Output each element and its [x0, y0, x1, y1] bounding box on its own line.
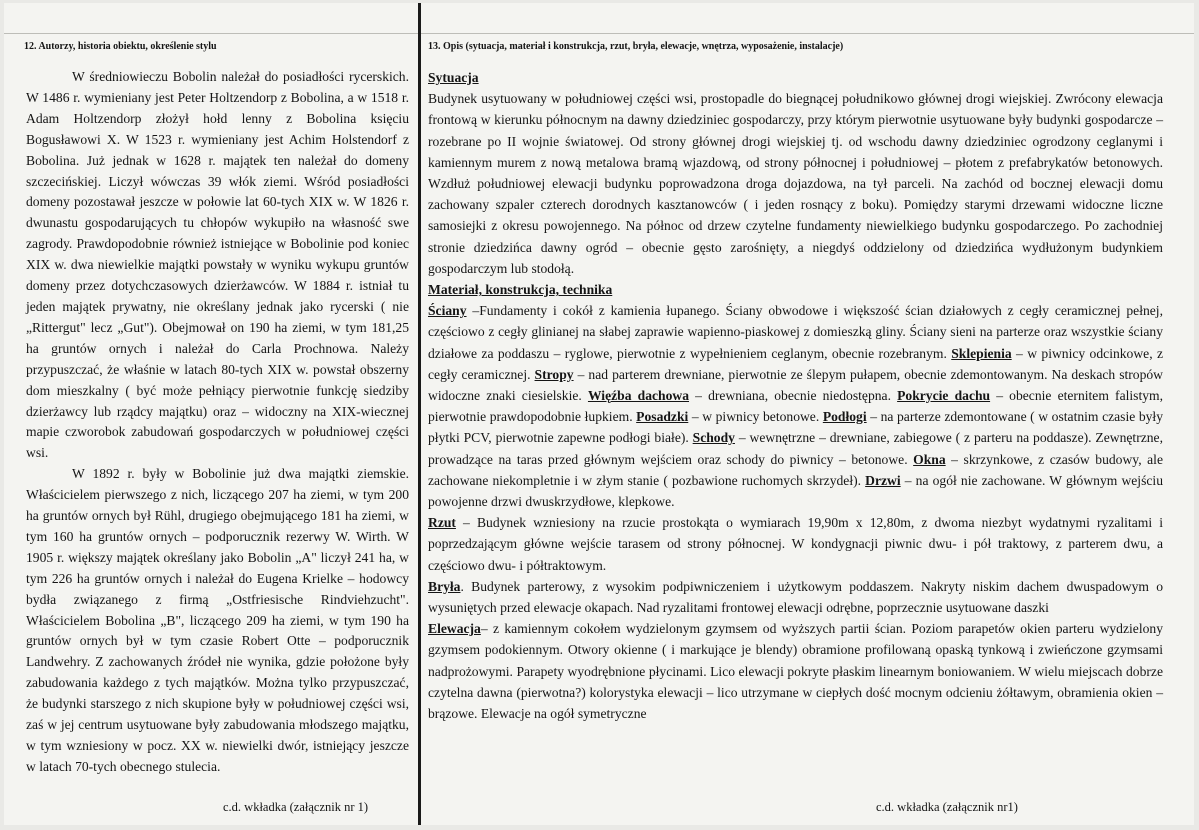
pokrycie-text: – obecnie eternitem falistym, pierwotnie prawdopodobnie łupkiem. — [428, 388, 1163, 425]
term-stropy: Stropy — [534, 366, 574, 382]
top-rule — [4, 33, 1194, 34]
right-continuation-note: c.d. wkładka (załącznik nr1) — [876, 800, 1018, 814]
material-paragraph — [428, 300, 1163, 512]
rzut-paragraph — [428, 512, 1163, 576]
sytuacja-title: Sytuacja — [428, 70, 479, 85]
drzwi-text: – na ogół nie zachowane. W głównym wejściu powojenne drzwi dwuskrzydłowe, klepkowe. — [428, 472, 1163, 510]
term-rzut: Rzut — [428, 515, 456, 531]
history-text — [26, 67, 409, 778]
rzut-text: – Budynek wzniesiony na rzucie prostokąta o wymiarach 19,90m x 12,80m, z dwoma niezbyt wydatnymi ryzalitami i poprzedzającym główne wejście tarasem od strony północnej. W kondygnacji piwnic dwu- i pół traktowy, z parterem dwu, a częściowo dwu- i półtraktowym. — [428, 515, 1163, 573]
posadzki-text: – w piwnicy betonowe. — [688, 409, 823, 425]
elewacja-text: – z kamiennym cokołem wydzielonym gzymsem od wyższych partii ścian. Poziom parapetów okien parteru wydzielony gzymsem podokiennym. Otwory okienne ( i markujące je blendy) obramione profilowaną opaską tynkową i zwieńczone gzymsami nadprożowymi. Parapety wyodrębnione płycinami. Lico elewacji pokryte płaskim linearnym boniowaniem. W wielu miejscach dobrze czytelna dawna (pierwotna?) kolorystyka elewacji – lico utrzymane w ciepłych dość mocnym odcieniu żółtawym, obramienia okien – brązowe. Elewacje na ogół symetryczne — [428, 621, 1163, 722]
term-wiezba: Więźba dachowa — [587, 388, 690, 404]
document-page — [4, 3, 1194, 825]
term-schody: Schody — [692, 430, 735, 446]
term-posadzki: Posadzki — [636, 409, 689, 425]
term-drzwi: Drzwi — [865, 472, 901, 488]
bryla-paragraph — [428, 576, 1163, 618]
history-paragraph-1: W średniowieczu Bobolin należał do posiadłości rycerskich. W 1486 r. wymieniany jest Peter Holtzendorp z Bobolina, a w 1518 r. Adam Holtzendorp złożył hołd lenny z Bobolina księciu Bogusławowi X. W 1523 r. wymieniany jest Achim Holstendorf z Bobolina. Już jednak w 1628 r. majątek ten należał do domeny szczecińskiej. Liczył wówczas 39 włók ziemi. Wśród posiadłości domeny pozostawał jeszcze w połowie lat 60-tych XIX w. W 1826 r. dwunastu gospodarujących tu chłopów wykupiło na własność swe zagrody. Prawdopodobnie również istniejące w Bobolinie pod koniec XIX w. dwa niewielkie majątki powstały w wyniku wykupu gruntów domeny przez dotychczasowych dzierżawców. W 1884 r. istniał tu jeden majątek prywatny, nie określany jednak jako rycerski ( nie „Rittergut" lecz „Gut"). Obejmował on 190 ha ziemi, w tym 181,25 ha gruntów ornych i należał do Carla Prochnowa. Należy przypuszczać, że właśnie w latach 80-tych XIX w. powstał obszerny dom mieszkalny ( być może pełniący pierwotnie funkcję siedziby dzierżawcy lub rządcy majątku) oraz – widoczny na XIX-wiecznej mapie czworobok zabudowań gospodarczych w południowej części wsi. — [26, 69, 409, 461]
term-bryla: Bryła — [428, 578, 461, 594]
wiezba-text: – drewniana, obecnie niedostępna. — [689, 388, 898, 404]
section-12-heading: 12. Autorzy, historia obiektu, określenie stylu — [24, 41, 217, 52]
sciany-text: –Fundamenty i cokół z kamienia łupanego. Ściany obwodowe i większość ścian działowych z cegły ceramicznej pełnej, częściowo z cegły glinianej na słabej zaprawie wapienno-piaskowej z domieszką gliny. Ściany sieni na parterze oraz wszystkie ściany działowe za poddaszu – ryglowe, pierwotnie z wypełnieniem ceglanym, obecnie rozebranym. — [428, 303, 1163, 361]
term-okna: Okna — [913, 451, 946, 467]
section-13-heading: 13. Opis (sytuacja, materiał i konstrukcja, rzut, bryła, elewacje, wnętrza, wyposażenie, instalacje) — [428, 41, 844, 52]
term-podlogi: Podłogi — [822, 409, 867, 425]
podlogi-text: – na parterze zdemontowane ( w ostatnim czasie były płytki PCV, pierwotnie zapewne podłogi białe). — [428, 409, 1164, 446]
term-elewacja: Elewacja — [428, 621, 481, 637]
material-title: Materiał, konstrukcja, technika — [428, 282, 613, 298]
term-sklepienia: Sklepienia — [951, 345, 1012, 361]
history-paragraph-2: W 1892 r. były w Bobolinie już dwa majątki ziemskie. Właścicielem pierwszego z nich, liczącego 207 ha ziemi, w tym 200 ha gruntów ornych był Rühl, drugiego obejmującego 181 ha ziemi, w tym 160 ha gruntów ornych – podporucznik rezerwy W. Wirth. W 1905 r. większy majątek określany jako Bobolin „A" liczył 241 ha, w tym 226 ha gruntów ornych i należał do Eugena Krielke – hodowcy bydła związanego z firmą „Ostfriesische Rindviehzucht". Właścicielem Bobolina „B", liczącego 209 ha ziemi, w tym 190 ha gruntów ornych był w tym czasie Robert Otte – podporucznik Landwehry. Z zachowanych źródeł nie wynika, gdzie położone były zabudowania każdego z tych majątków. Można tylko przypuszczać, że budynki starszego z nich skupione były w południowej części wsi, zaś w jej centrum usytuowane były zabudowania młodszego majątku, w tym wzniesiony w pocz. XX w. niewielki dwór, istniejący jeszcze w latach 70-tych obecnego stulecia. — [26, 466, 409, 774]
description-text — [428, 67, 1163, 724]
okna-text: – skrzynkowe, z czasów budowy, ale zachowane niekompletnie i w złym stanie ( pozbawione ruchomych skrzydeł). — [428, 451, 1163, 488]
sytuacja-paragraph: Budynek usytuowany w południowej części wsi, prostopadle do biegnącej południkowo głównej drogi wiejskiej. Zwrócony elewacja frontową w kierunku północnym na dawny dziedziniec gospodarczy, przy którym pierwotnie usytuowane były budynki gospodarcze – rozebrane po II wojnie światowej. Od strony głównej drogi wiejskiej tj. od wschodu dawny dziedziniec ogrodzony ceglanymi i kamiennym murem z nową metalowa bramą wjazdową, od strony północnej i południowej – płotem z prefabrykatów betonowych. Wzdłuż południowej elewacji budynku poprowadzona droga dojazdowa, na tył parceli. Na zachód od bocznej elewacji domu zachowany szpaler czterech dorodnych kasztanowców ( i jeden rosnący z boku). Pomiędzy starymi drzewami widoczne liczne samosiejki z okresu powojennego. Na północ od drzew czytelne fundamenty niewielkiego budynku gospodarczego. Po zachodniej stronie dziedzińca dawny ogród – obecnie gęsto zarośnięty, a niegdyś oddzielony od dziedzińca wydłużonym budynkiem gospodarczym lub stodołą. — [428, 91, 1163, 276]
sklepienia-text: – w piwnicy odcinkowe, z cegły ceramicznej. — [428, 345, 1164, 382]
column-divider — [418, 3, 421, 825]
bryla-text: . Budynek parterowy, z wysokim podpiwniczeniem i użytkowym poddaszem. Nakryty niskim dachem dwuspadowym o wysuniętych przed elewacje okapach. Nad ryzalitami frontowej elewacji odrębne, poprzecznie usytuowane daszki — [428, 578, 1163, 616]
term-pokrycie: Pokrycie dachu — [897, 388, 991, 404]
stropy-text: – nad parterem drewniane, pierwotnie ze ślepym pułapem, obecnie zdemontowanym. Na deskach stropów widoczne znaki ciesielskie. — [428, 366, 1164, 404]
schody-text: – wewnętrzne – drewniane, zabiegowe ( z parteru na poddasze). Zewnętrzne, prowadzące na taras przed głównym wejściem oraz schody do piwnicy – betonowe. — [428, 430, 1163, 467]
term-sciany: Ściany — [428, 303, 467, 319]
elewacja-paragraph — [428, 618, 1163, 724]
left-continuation-note: c.d. wkładka (załącznik nr 1) — [223, 800, 369, 814]
